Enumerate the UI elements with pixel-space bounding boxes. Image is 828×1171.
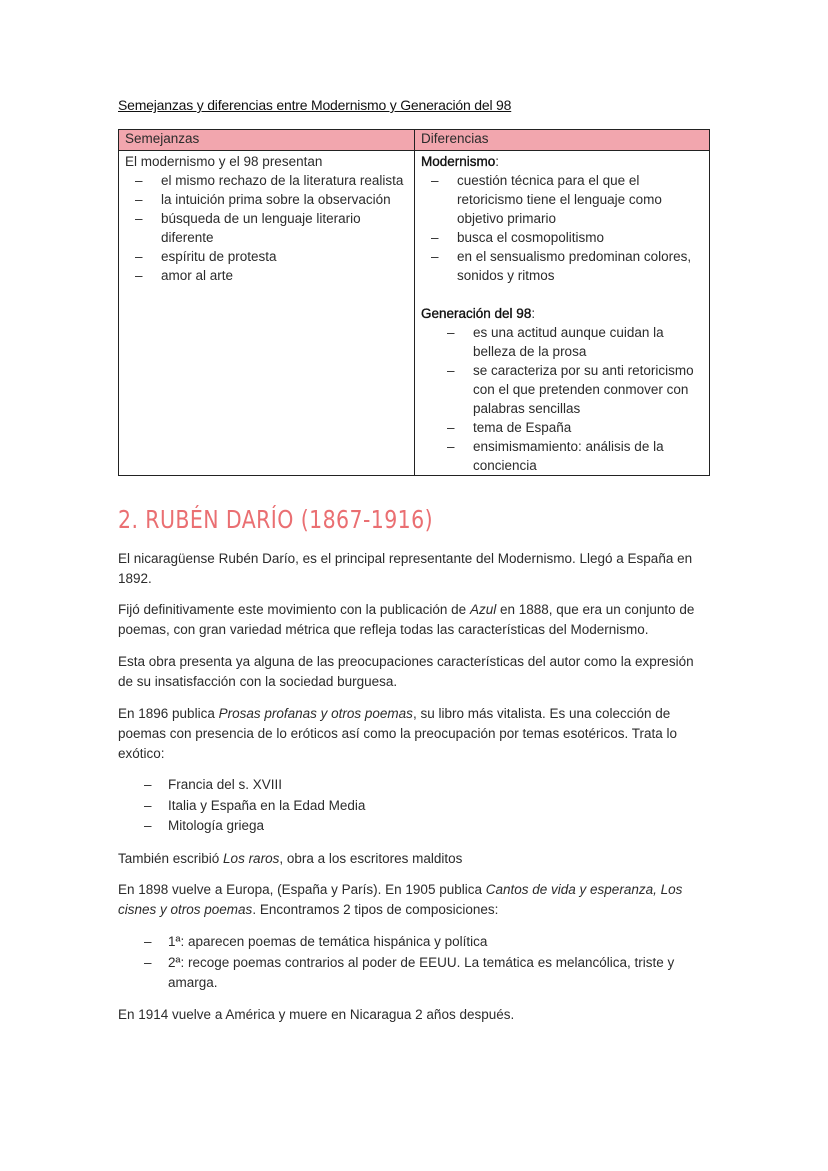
list-item: – busca el cosmopolitismo: [421, 228, 703, 247]
paragraph-intro: [118, 549, 712, 589]
paragraph-preocupaciones: [118, 652, 712, 692]
gen98-heading: Generación del 98: [421, 306, 532, 321]
list-item: – Francia del s. XVIII: [118, 775, 712, 796]
list-item: – cuestión técnica para el que el retoricismo tiene el lenguaje como objetivo primario: [421, 171, 703, 228]
list-item: – Mitología griega: [118, 816, 712, 837]
book-title-azul: Azul: [469, 602, 497, 617]
paragraph-final: [118, 1005, 712, 1025]
section-title: 2. RUBÉN DARÍO (1867-1916): [118, 505, 433, 534]
semejanzas-list: [125, 171, 408, 285]
list-item: – en el sensualismo predominan colores, sonidos y ritmos: [421, 247, 703, 285]
gen98-heading-row: Generación del 98:: [421, 306, 536, 321]
header-semejanzas: Semejanzas: [119, 130, 415, 151]
list-item: – Italia y España en la Edad Media: [118, 796, 712, 817]
list-item: – ensimismamiento: análisis de la conciencia: [421, 437, 703, 475]
modernismo-list: [421, 171, 703, 285]
exotic-list: [118, 775, 712, 837]
list-item: – tema de España: [421, 418, 703, 437]
cell-semejanzas: [119, 151, 415, 476]
modernismo-heading: Modernismo: [421, 154, 496, 169]
list-item: – 2ª: recoge poemas contrarios al poder de EEUU. La temática es melancólica, triste y amarga.: [118, 953, 712, 994]
gen98-list: [421, 323, 703, 475]
list-item: – 1ª: aparecen poemas de temática hispánica y política: [118, 932, 712, 953]
paragraph-prosas: En 1896 publica Prosas profanas y otros poemas, su libro más vitalista. Es una colección de poemas con presencia de lo eróticos así como la preocupación por temas esotéricos. Trata lo exótico:: [118, 706, 678, 761]
composition-list-block: [118, 932, 712, 994]
paragraph-text: Esta obra presenta ya alguna de las preocupaciones características del autor como la expresión de su insatisfacción con la sociedad burguesa.: [118, 654, 694, 689]
book-title-cantos: Cantos de vida y esperanza, Los cisnes y otros poemas: [118, 882, 683, 917]
list-item: – el mismo rechazo de la literatura realista: [125, 171, 408, 190]
list-item: – espíritu de protesta: [125, 247, 408, 266]
list-item: – se caracteriza por su anti retoricismo con el que pretenden conmover con palabras sencillas: [421, 361, 703, 418]
paragraph-text: El nicaragüense Rubén Darío, es el principal representante del Modernismo. Llegó a España en 1892.: [118, 551, 693, 586]
cell-diferencias: [415, 151, 710, 476]
header-diferencias: Diferencias: [415, 130, 710, 151]
modernismo-heading-row: Modernismo:: [421, 154, 500, 169]
list-item: – la intuición prima sobre la observación: [125, 190, 408, 209]
paragraph-cantos: En 1898 vuelve a Europa, (España y París). En 1905 publica Cantos de vida y esperanza, Los cisnes y otros poemas. Encontramos 2 tipos de composiciones:: [118, 882, 683, 917]
semejanzas-intro: El modernismo y el 98 presentan: [125, 154, 323, 169]
list-item: – búsqueda de un lenguaje literario diferente: [125, 209, 408, 247]
list-item: – amor al arte: [125, 266, 408, 285]
exotic-list-block: [118, 775, 712, 837]
composition-list: [118, 932, 712, 994]
book-title-prosas: Prosas profanas y otros poemas: [218, 706, 413, 721]
paragraph-text: En 1914 vuelve a América y muere en Nicaragua 2 años después.: [118, 1007, 515, 1022]
comparison-table: [118, 129, 710, 476]
list-item: – es una actitud aunque cuidan la belleza de la prosa: [421, 323, 703, 361]
paragraph-raros: También escribió Los raros, obra a los escritores malditos: [118, 851, 463, 866]
book-title-raros: Los raros: [223, 851, 280, 866]
table-title: Semejanzas y diferencias entre Modernismo y Generación del 98: [118, 97, 512, 113]
paragraph-azul: Fijó definitivamente este movimiento con la publicación de Azul en 1888, que era un conjunto de poemas, con gran variedad métrica que refleja todas las características del Modernismo.: [118, 602, 695, 637]
